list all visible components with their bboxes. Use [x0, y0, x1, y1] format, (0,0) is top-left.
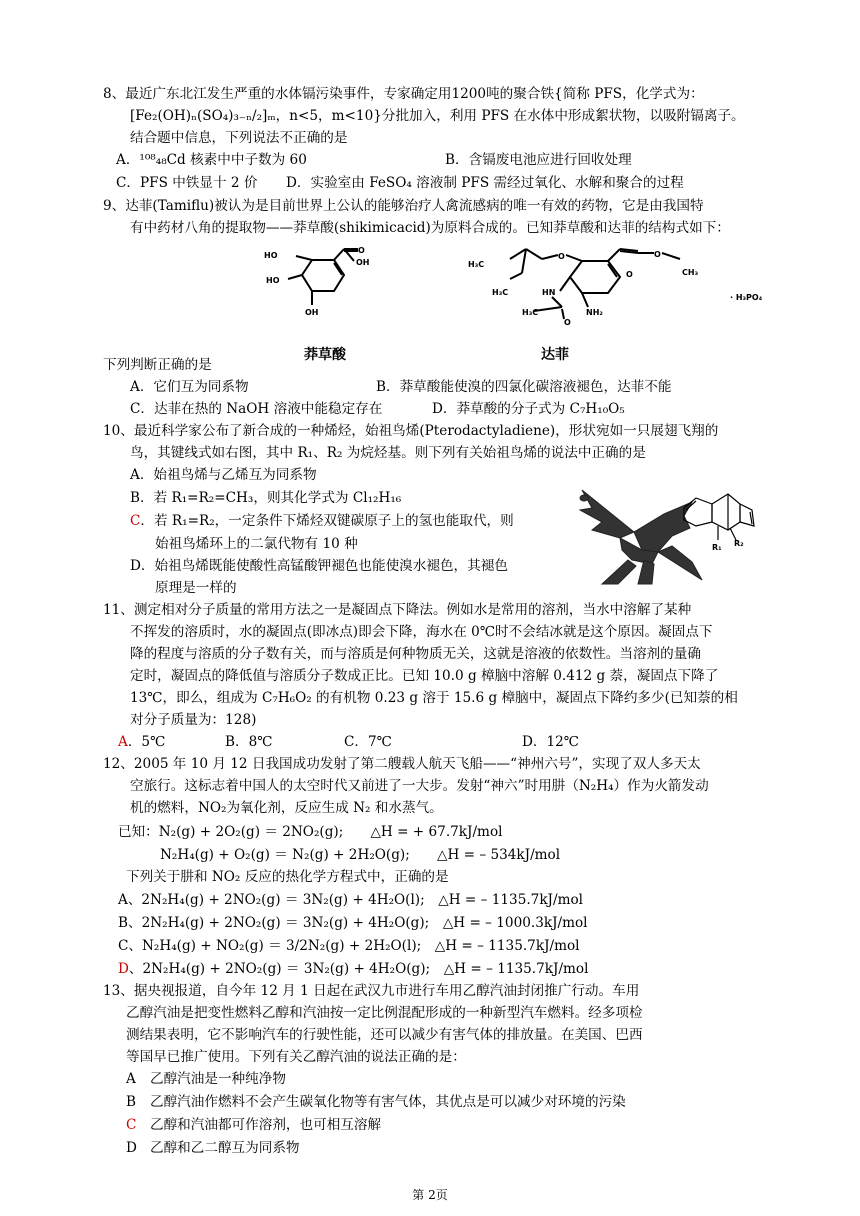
- q8-line1: 8、最近广东北江发生严重的水体镉污染事件，专家确定用1200吨的聚合铁{简称 PFS，化学式为：: [103, 86, 704, 102]
- q12-equation2: N₂H₄(g) + O₂(g) ＝ N₂(g) + 2H₂O(g); △H = – 534kJ/mol: [160, 847, 561, 863]
- q12-line1: 12、2005 年 10 月 12 日我国成功发射了第二艘载人航天飞船——“神州六号”，实现了双人多天太: [103, 756, 701, 772]
- q10-option-b: B．若 R₁=R₂=CH₃，则其化学式为 Cl₁₂H₁₆: [130, 490, 402, 506]
- q13-option-b: 乙醇汽油作燃料不会产生碳氧化物等有害气体，其优点是可以减少对环境的污染: [150, 1094, 626, 1110]
- q10-option-c: [130, 512, 514, 530]
- shikimic-oh2-label: OH: [356, 258, 370, 267]
- tamiflu-nh2-label: NH₂: [586, 308, 603, 317]
- q13-option-d: 乙醇和乙二醇互为同系物: [150, 1140, 300, 1156]
- q13-option-a-letter: A: [126, 1071, 136, 1087]
- q11-line3: 降的程度与溶质的分子数有关，而与溶质是何种物质无关，这就是溶液的依数性。当溶剂的量确: [130, 646, 701, 662]
- q13-line4: 等国早已推广使用。下列有关乙醇汽油的说法正确的是：: [126, 1049, 466, 1065]
- q10-answer-mark: C: [130, 513, 141, 529]
- q12-equation1: 已知：N₂(g) + 2O₂(g) ＝ 2NO₂(g); △H = + 67.7kJ/mol: [118, 824, 503, 840]
- q11-line6: 对分子质量为：128): [130, 712, 257, 728]
- q11-option-b: B．8℃: [225, 734, 273, 750]
- q10-option-d-cont: 原理是一样的: [155, 580, 237, 596]
- q11-option-a: [118, 733, 165, 751]
- q10-line1: 10、最近科学家公布了新合成的一种烯烃，始祖鸟烯(Pterodactyladiene)，形状宛如一只展翅飞翔的: [103, 423, 719, 439]
- q12-line3: 机的燃料，NO₂为氧化剂，反应生成 N₂ 和水蒸气。: [130, 800, 443, 816]
- tamiflu-hn-label: HN: [542, 288, 556, 297]
- q13-line3: 测结果表明，它不影响汽车的行驶性能，还可以减少有害气体的排放量。在美国、巴西: [126, 1027, 643, 1043]
- q13-option-b-letter: B: [126, 1094, 136, 1110]
- q13-option-d-letter: D: [126, 1140, 137, 1156]
- q11-option-a-text: ．5℃: [127, 734, 166, 750]
- shikimic-ho1-label: HO: [264, 251, 278, 260]
- shikimic-acid-structure: [262, 245, 392, 320]
- q9-line1: 9、达菲(Tamiflu)被认为是目前世界上公认的能够治疗人禽流感病的唯一有效的药物，它是由我国特: [103, 198, 704, 214]
- q12-option-d-text: 、2N₂H₄(g) + 2NO₂(g) ＝ 3N₂(g) + 4H₂O(g); △H = – 1135.7kJ/mol: [128, 961, 589, 977]
- q13-option-c: 乙醇和汽油都可作溶剂，也可相互溶解: [150, 1117, 382, 1133]
- tamiflu-ch3-label: CH₃: [682, 268, 699, 277]
- shikimic-oh1-label: OH: [305, 308, 319, 317]
- tamiflu-h3c3-label: H₃C: [522, 308, 539, 317]
- shikimic-ho2-label: HO: [266, 276, 280, 285]
- tamiflu-o-carbonyl-label: O: [626, 270, 633, 279]
- tamiflu-caption: 达菲: [541, 347, 569, 363]
- tamiflu-structure: [462, 245, 784, 325]
- q8-option-a: A．¹⁰⁸₄₈Cd 核素中中子数为 60: [116, 152, 307, 168]
- q9-option-a: A．它们互为同系物: [130, 379, 249, 395]
- q12-line2: 空旅行。这标志着中国人的太空时代又前进了一大步。发射“神六”时用肼（N₂H₄）作为火箭发动: [130, 778, 709, 794]
- q10-line2: 鸟，其键线式如右图，其中 R₁、R₂ 为烷烃基。则下列有关始祖鸟烯的说法中正确的是: [130, 445, 646, 461]
- tamiflu-o-ester-label: O: [654, 250, 661, 259]
- tamiflu-h3c1-label: H₃C: [468, 260, 485, 269]
- q9-option-b: B．莽草酸能使溴的四氯化碳溶液褪色，达菲不能: [376, 379, 672, 395]
- q11-option-c: C．7℃: [344, 734, 392, 750]
- q11-line1: 11、测定相对分子质量的常用方法之一是凝固点下降法。例如水是常用的溶剂，当水中溶解了某种: [103, 602, 692, 618]
- shikimic-o-label: O: [358, 246, 365, 255]
- q8-option-d: D．实验室由 FeSO₄ 溶液制 PFS 需经过氧化、水解和聚合的过程: [286, 175, 684, 191]
- r2-label: R₂: [734, 539, 744, 548]
- q12-line4: 下列关于肼和 NO₂ 反应的热化学方程式中，正确的是: [126, 869, 449, 885]
- q12-option-b: B、2N₂H₄(g) + 2NO₂(g) ＝ 3N₂(g) + 4H₂O(g); △H = – 1000.3kJ/mol: [118, 915, 588, 931]
- q9-line3: 下列判断正确的是: [103, 357, 212, 373]
- q9-option-d: D．莽草酸的分子式为 C₇H₁₀O₅: [432, 401, 625, 417]
- tamiflu-o-amide-label: O: [564, 318, 571, 325]
- q10-option-d: D．始祖鸟烯既能使酸性高锰酸钾褪色也能使溴水褪色，其褪色: [130, 558, 508, 574]
- q11-line5: 13℃，即么，组成为 C₇H₆O₂ 的有机物 0.23 g 溶于 15.6 g 樟脑中，凝固点下降约多少(已知萘的相: [130, 690, 738, 706]
- r1-label: R₁: [712, 543, 722, 552]
- q12-option-c: C、N₂H₄(g) + NO₂(g) ＝ 3/2N₂(g) + 2H₂O(l); △H = – 1135.7kJ/mol: [118, 938, 580, 954]
- q12-option-a: A、2N₂H₄(g) + 2NO₂(g) ＝ 3N₂(g) + 4H₂O(l); △H = – 1135.7kJ/mol: [118, 892, 584, 908]
- q13-option-a: 乙醇汽油是一种纯净物: [150, 1071, 286, 1087]
- q10-option-c-text: ．若 R₁=R₂，一定条件下烯烃双键碳原子上的氢也能取代，则: [140, 513, 514, 529]
- q11-answer-mark: A: [118, 734, 128, 750]
- q11-option-d: D．12℃: [522, 734, 579, 750]
- shikimic-acid-caption: 莽草酸: [304, 347, 346, 363]
- q8-line2: [Fe₂(OH)ₙ(SO₄)₃₋ₙ/₂]ₘ，n<5，m<10}分批加入，利用 PFS 在水体中形成絮状物，以吸附镉离子。: [130, 108, 745, 124]
- q13-answer-mark: C: [126, 1117, 137, 1133]
- q10-option-a: A．始祖鸟烯与乙烯互为同系物: [130, 467, 317, 483]
- q8-option-c: C．PFS 中铁显十 2 价: [116, 175, 258, 191]
- q13-line1: 13、据央视报道，自今年 12 月 1 日起在武汉九市进行车用乙醇汽油封闭推广行动。车用: [103, 983, 640, 999]
- tamiflu-h3c2-label: H₃C: [492, 288, 509, 297]
- q11-line4: 定时，凝固点的降低值与溶质分子数成正比。已知 10.0 g 樟脑中溶解 0.412 g 萘，凝固点下降了: [130, 668, 719, 684]
- q8-option-b: B．含镉废电池应进行回收处理: [445, 152, 632, 168]
- q12-answer-mark: D: [118, 961, 129, 977]
- q11-line2: 不挥发的溶质时，水的凝固点(即冰点)即会下降，海水在 0℃时不会结冰就是这个原因。凝固点下: [130, 624, 713, 640]
- tamiflu-o-ether-label: O: [558, 252, 565, 261]
- q8-line3: 结合题中信息，下列说法不正确的是: [130, 130, 348, 146]
- q10-option-c-cont: 始祖鸟烯环上的二氯代物有 10 种: [155, 536, 358, 552]
- q9-option-c: C．达菲在热的 NaOH 溶液中能稳定存在: [130, 401, 383, 417]
- tamiflu-h3po4-label: · H₃PO₄: [730, 293, 763, 302]
- page-number: 第 2页: [412, 1188, 448, 1202]
- pterodactyladiene-figure: [572, 480, 762, 590]
- q12-option-d: [118, 960, 588, 978]
- q9-line2: 有中药材八角的提取物——莽草酸(shikimicacid)为原料合成的。已知莽草酸和达菲的结构式如下：: [130, 220, 730, 236]
- q13-line2: 乙醇汽油是把变性燃料乙醇和汽油按一定比例混配形成的一种新型汽车燃料。经多项检: [126, 1005, 643, 1021]
